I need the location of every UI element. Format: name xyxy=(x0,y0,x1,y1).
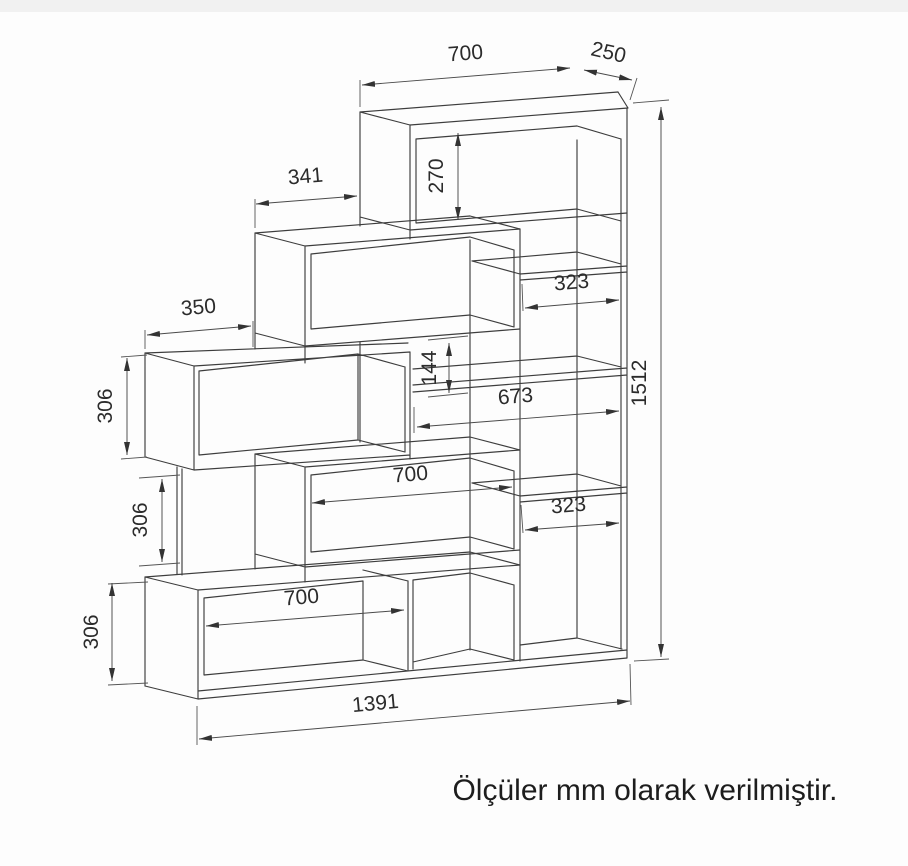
dim-lower-shelf-width-label: 323 xyxy=(550,492,587,519)
dim-right-section-width-label: 673 xyxy=(497,383,534,410)
dim-middle-box-width-label: 700 xyxy=(392,461,429,488)
units-caption: Ölçüler mm olarak verilmiştir. xyxy=(452,774,838,807)
dim-third-box-height-label: 306 xyxy=(94,388,117,424)
dim-shelf-gap-label: 144 xyxy=(418,350,441,386)
dim-total-width-label: 1391 xyxy=(351,689,400,718)
dim-second-box-offset-label: 341 xyxy=(286,163,324,190)
dim-middle-gap-height-label: 306 xyxy=(129,502,152,538)
dim-total-height-label: 1512 xyxy=(628,359,651,407)
dim-depth-label: 250 xyxy=(588,37,629,68)
top-edge-shadow xyxy=(0,0,908,12)
dim-top-width-label: 700 xyxy=(447,40,484,67)
dim-third-box-offset-label: 350 xyxy=(179,294,217,321)
dim-top-box-height-label: 270 xyxy=(425,158,448,194)
dim-bottom-box-height-label: 306 xyxy=(80,614,103,650)
dim-bottom-box-width-label: 700 xyxy=(283,584,320,611)
dim-upper-shelf-width-label: 323 xyxy=(553,269,590,296)
